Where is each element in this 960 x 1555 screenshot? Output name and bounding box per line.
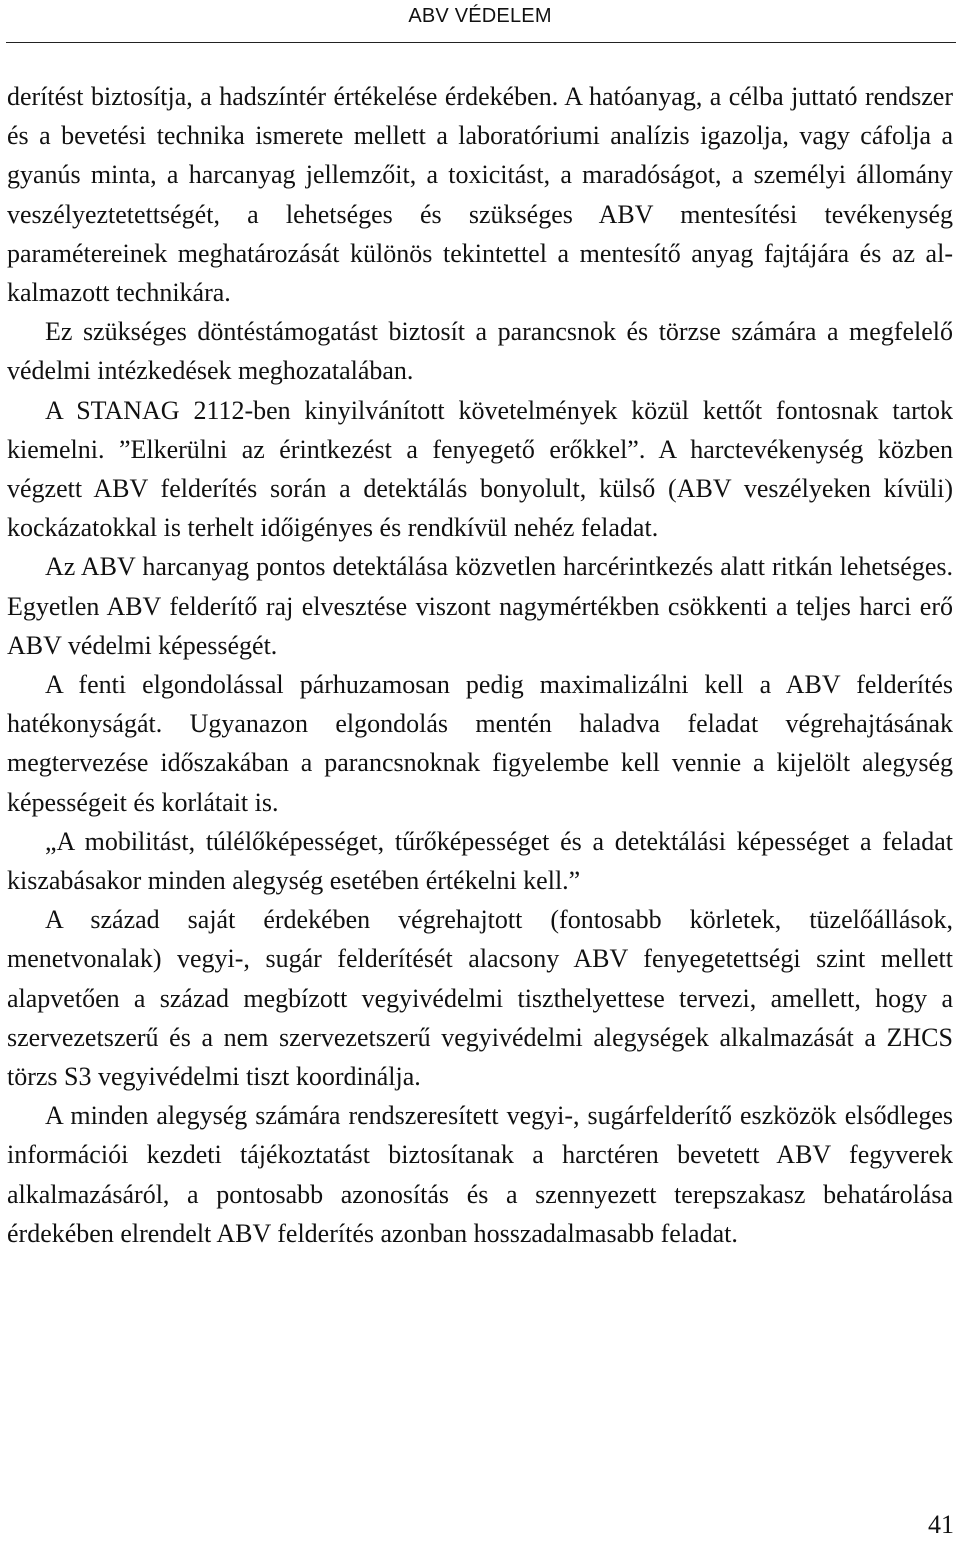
paragraph-7: A század saját érdekében végrehajtott (fontosabb körletek, tüzelőállások, menetvonalak) vegyi-, sugár felderítését alacsony ABV fenyegetettségi szint mellett alapvetően a század megbízott vegyivédelmi tiszthelyettese tervezi, amellett, hogy a szervezetszerű és a nem szervezetszerű vegyivédelmi alegységek alkalmazását a ZHCS törzs S3 vegyivédelmi tiszt koordinálja.: [7, 905, 953, 1092]
paragraph-6: „A mobilitást, túlélőképességet, tűrőképességet és a detektálási képességet a feladat kiszabásakor minden alegység esetében értékelni kell.”: [7, 826, 953, 896]
running-header: [0, 0, 960, 44]
page-number: 41: [928, 1510, 954, 1539]
paragraph-5: A fenti elgondolással párhuzamosan pedig maximalizálni kell a ABV felderítés hatékonyságát. Ugyanazon elgondolás mentén haladva feladat végrehajtásának megtervezése időszakában a parancsnoknak figyelembe kell vennie a kijelölt alegység képességeit és korlátait is.: [7, 670, 953, 817]
paragraph-1: derítést biztosítja, a hadszíntér értékelése érdekében. A hatóanyag, a célba juttató rendszer és a bevetési technika ismerete mellett a laboratóriumi analízis igazolja, vagy cáfolja a gyanús minta, a harcanyag jellemzőit, a toxicitást, a maradóságot, a személyi állomány veszélyeztetettségét, a lehetséges és szükséges ABV mentesítési tevékenység paramétereinek meghatározását különös tekintettel a mentesítő anyag fajtájára és az alkalmazott technikára.: [7, 82, 953, 308]
paragraph-8: A minden alegység számára rendszeresített vegyi-, sugárfelderítő eszközök elsődleges információi kezdeti tájékoztatást biztosítanak a harctéren bevetett ABV fegyverek alkalmazásáról, a pontosabb azonosítás és a szennyezett terepszakasz behatárolása érdekében elrendelt ABV felderítés azonban hosszadalmasabb feladat.: [7, 1101, 953, 1248]
paragraph-2: Ez szükséges döntéstámogatást biztosít a parancsnok és törzse számára a megfelelő védelmi intézkedések meghozatalában.: [7, 317, 953, 386]
body-text: [7, 77, 953, 1253]
paragraph-4: Az ABV harcanyag pontos detektálása közvetlen harcérintkezés alatt ritkán lehetséges. Egyetlen ABV felderítő raj elvesztése viszont nagymértékben csökkenti a teljes harci erő ABV védelmi képességét.: [7, 552, 953, 660]
running-header-title: ABV VÉDELEM: [408, 5, 552, 27]
paragraph-3: A STANAG 2112-ben kinyilvánított követelmények közül kettőt fontosnak tartok kiemelni. ”Elkerülni az érintkezést a fenyegető erőkkel”. A harctevékenység közben végzett ABV felderítés során a detektálás bonyolult, külső (ABV veszélyeken kívüli) kockázatokkal is terhelt időigényes és rendkívül nehéz feladat.: [7, 395, 953, 543]
header-divider: [6, 42, 956, 43]
